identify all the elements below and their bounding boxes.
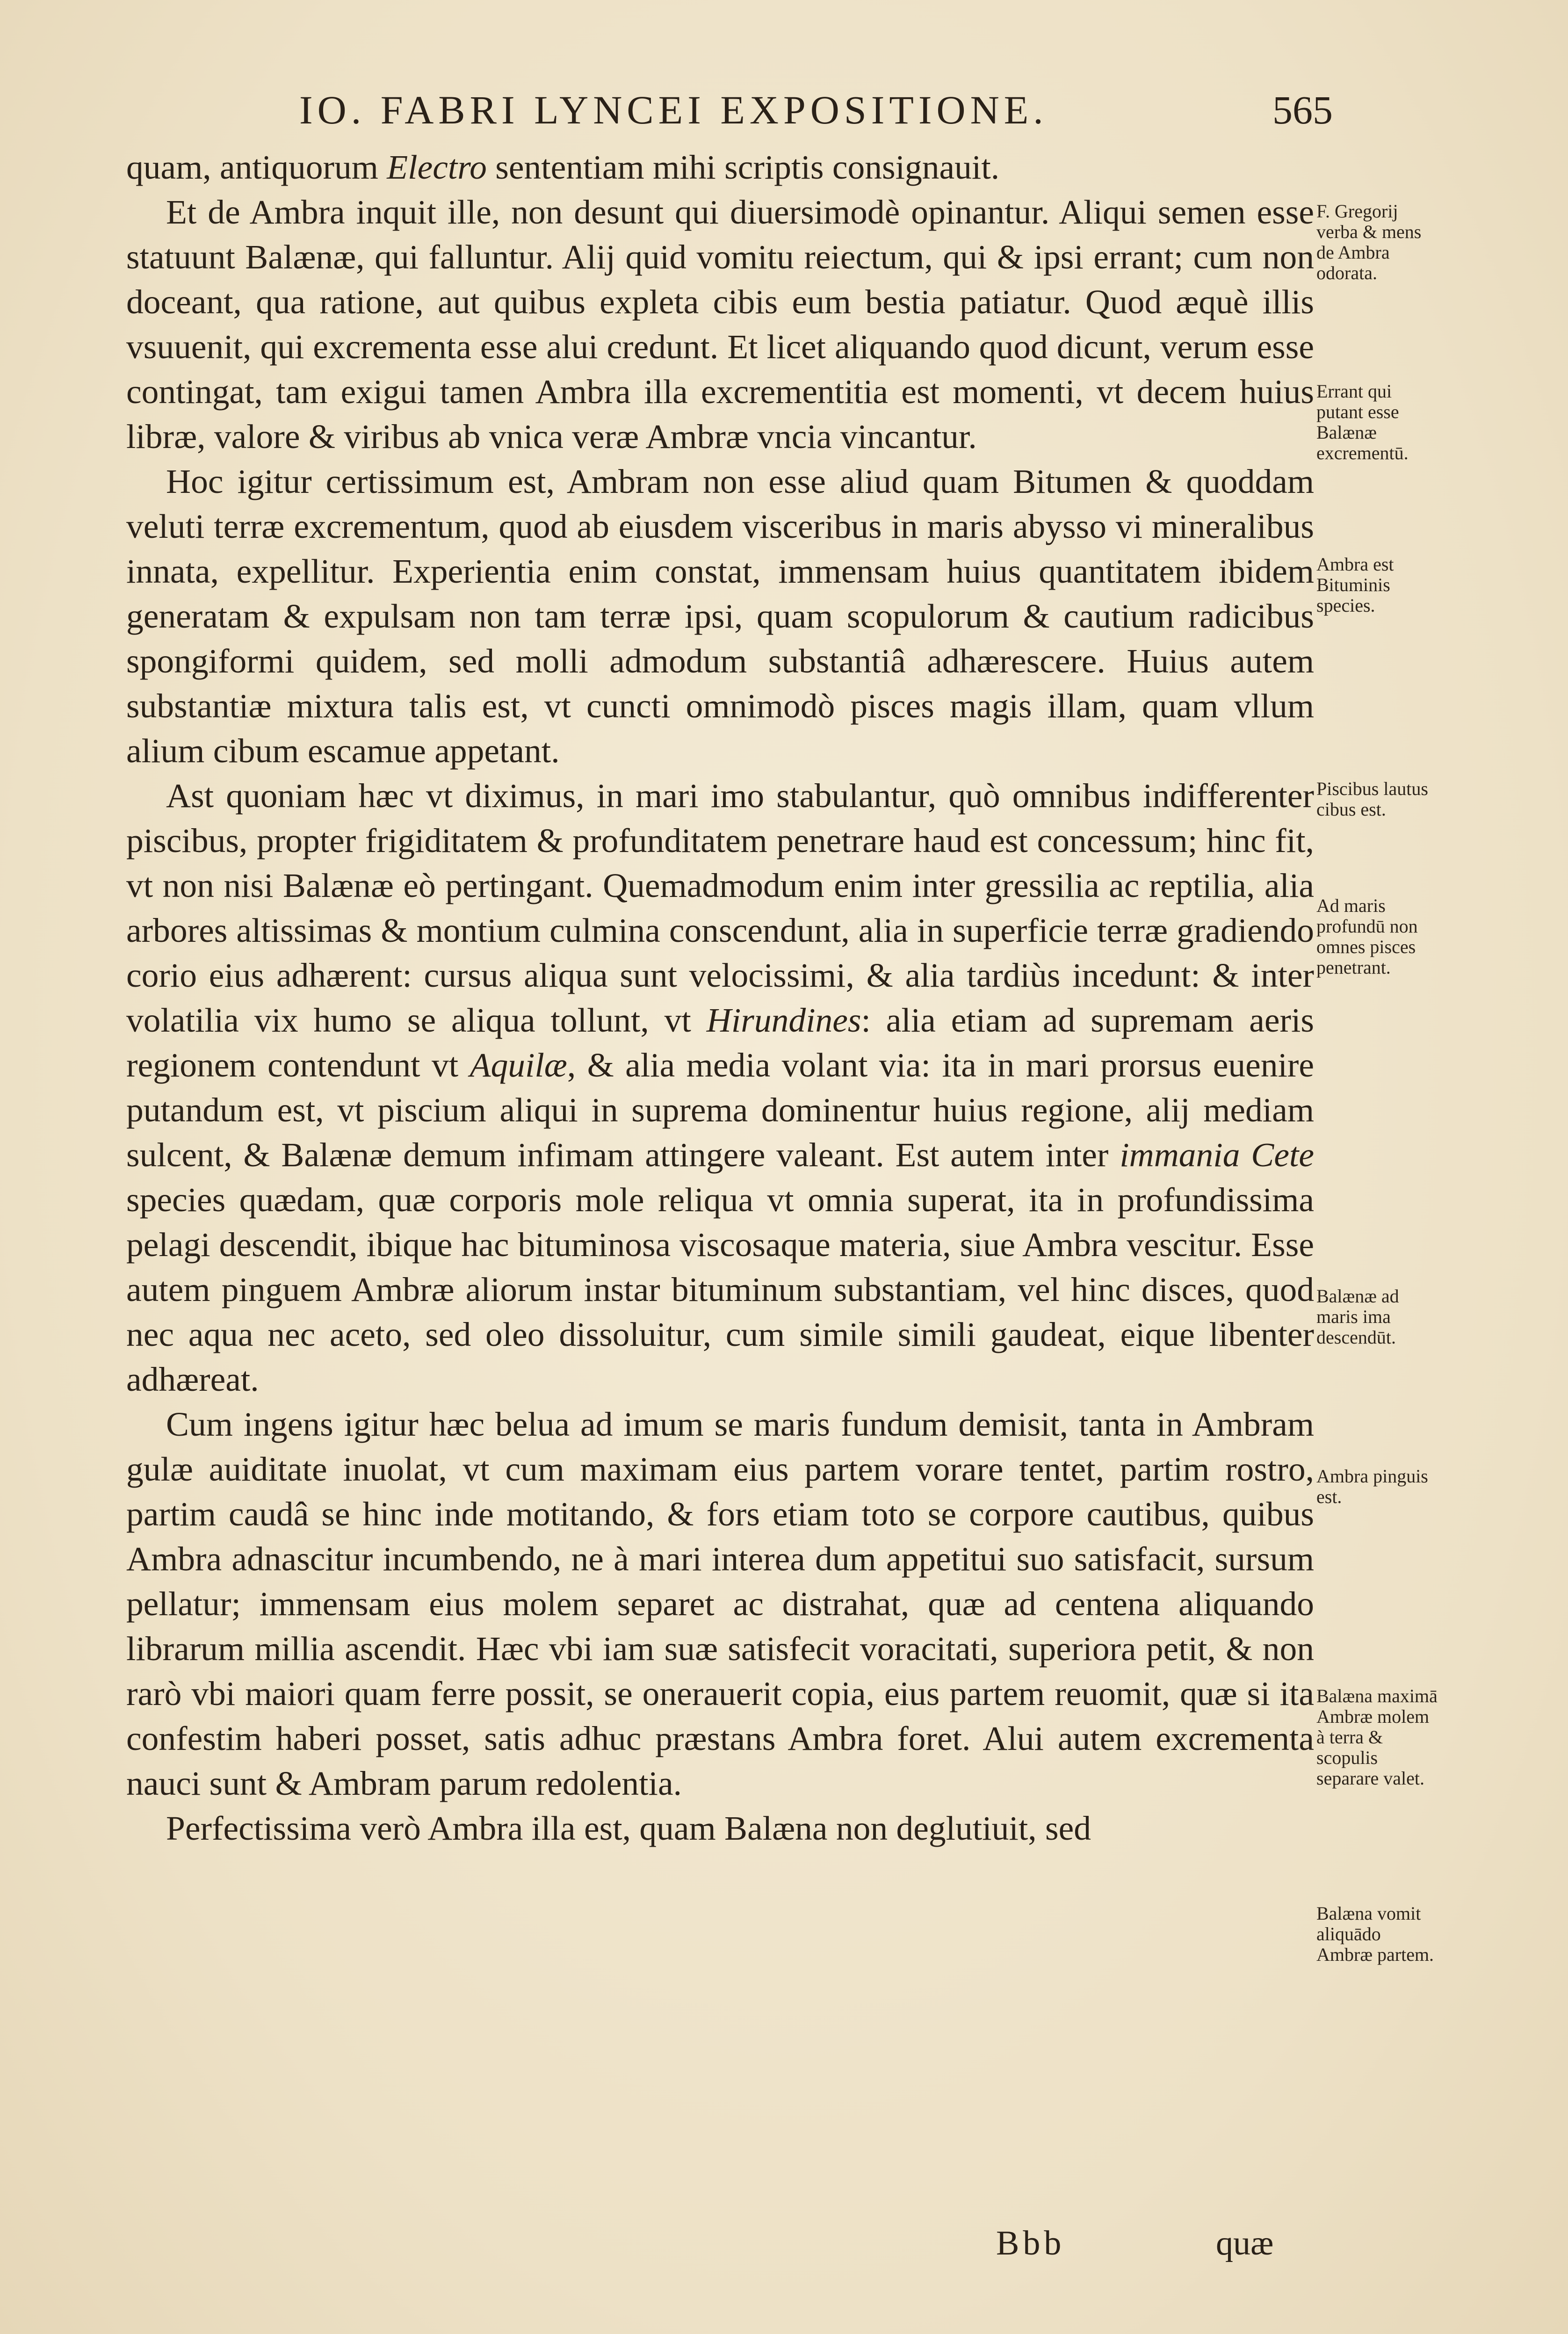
marginal-note: Errant qui putant esse Balænæ excrementū. [1316, 381, 1409, 463]
page-header [126, 87, 1333, 143]
marginal-note: Ad maris profundū non omnes pisces penetrant. [1316, 895, 1418, 978]
marginal-note: Piscibus lautus cibus est. [1316, 778, 1428, 820]
marginal-note: Ambra pinguis est. [1316, 1466, 1428, 1507]
paragraph: Et de Ambra inquit ille, non desunt qui diuersimodè opinantur. Aliqui semen esse statuunt Balænæ, qui falluntur. Alij quid vomitu reiectum, qui & ipsi errant; cum non doceant, qua ratione, aut quibus expleta cibis eum bestia patiatur. Quod æquè illis vsuuenit, qui excrementa esse alui credunt. Et licet aliquando quod dicunt, verum esse contingat, tam exigui tamen Ambra illa excrementitia est momenti, vt decem huius libræ, valore & viribus ab vnica veræ Ambræ vncia vincantur. [126, 193, 1314, 455]
page-number: 565 [1272, 87, 1333, 132]
main-text [126, 145, 1314, 1851]
marginal-note: Balæna maximā Ambræ molem à terra & scopulis separare valet. [1316, 1685, 1438, 1789]
marginal-note: Balænæ ad maris ima descendūt. [1316, 1286, 1399, 1348]
paragraph: Ast quoniam hæc vt diximus, in mari imo stabulantur, quò omnibus indifferenter piscibus, propter frigiditatem & profunditatem penetrare haud est concessum; hinc fit, vt non nisi Balænæ eò pertingant. Quemadmodum enim inter gressilia ac reptilia, alia arbores altissimas & montium culmina conscendunt, alia in superficie terræ gradiendo corio eius adhærent: cursus aliqua sunt velocissimi, & alia tardiùs incedunt: & inter volatilia vix humo se aliqua tollunt, vt Hirundines: alia etiam ad supremam aeris regionem contendunt vt Aquilæ, & alia media volant via: ita in mari prorsus euenire putandum est, vt piscium aliqui in suprema dominentur huius regione, alij mediam sulcent, & Balænæ demum infimam attingere valeant. Est autem inter immania Cete species quædam, quæ corporis mole reliqua vt omnia superat, ita in profundissima pelagi descendit, ibique hac bituminosa viscosaque materia, siue Ambra vescitur. Esse autem pinguem Ambræ aliorum instar bituminum substantiam, vel hinc disces, quod nec aqua nec aceto, sed oleo dissoluitur, cum simile simili gaudeat, eique libenter adhæreat. [126, 777, 1314, 1398]
paragraph: Cum ingens igitur hæc belua ad imum se maris fundum demisit, tanta in Ambram gulæ auiditate inuolat, vt cum maximam eius partem vorare tentet, partim rostro, partim caudâ se hinc inde motitando, & fors etiam toto se corpore cautibus, quibus Ambra adnascitur incumbendo, ne à mari interea dum appetitui suo satisfacit, sursum pellatur; immensam eius molem separet ac distrahat, quæ ad centena aliquando librarum millia ascendit. Hæc vbi iam suæ satisfecit voracitati, superiora petit, & non rarò vbi maiori quam ferre possit, se onerauerit copia, eius partem reuomit, quæ si ita confestim haberi posset, satis adhuc præstans Ambra foret. Alui autem excrementa nauci sunt & Ambram parum redolentia. [126, 1405, 1314, 1802]
marginal-note: Balæna vomit aliquādo Ambræ partem. [1316, 1903, 1434, 1965]
marginal-note: Ambra est Bituminis species. [1316, 554, 1394, 616]
paragraph: quam, antiquorum Electro sententiam mihi scriptis consignauit. [126, 148, 1000, 186]
signature-mark: Bbb [996, 2224, 1065, 2262]
marginal-note: F. Gregorij verba & mens de Ambra odorata. [1316, 201, 1422, 283]
running-head: IO. FABRI LYNCEI EXPOSITIONE. [299, 87, 1048, 132]
paragraph: Hoc igitur certissimum est, Ambram non esse aliud quam Bitumen & quoddam veluti terræ excrementum, quod ab eiusdem visceribus in maris abysso vi mineralibus innata, expellitur. Experientia enim constat, immensam huius quantitatem ibidem generatam & expulsam non tam terræ ipsi, quam scopulorum & cautium radicibus spongiformi quidem, sed molli admodum substantiâ adhærescere. Huius autem substantiæ mixtura talis est, vt cuncti omnimodò pisces magis illam, quam vllum alium cibum escamue appetant. [126, 462, 1314, 770]
paragraph: Perfectissima verò Ambra illa est, quam Balæna non deglutiuit, sed [166, 1809, 1091, 1847]
catchword: quæ [1216, 2224, 1274, 2262]
